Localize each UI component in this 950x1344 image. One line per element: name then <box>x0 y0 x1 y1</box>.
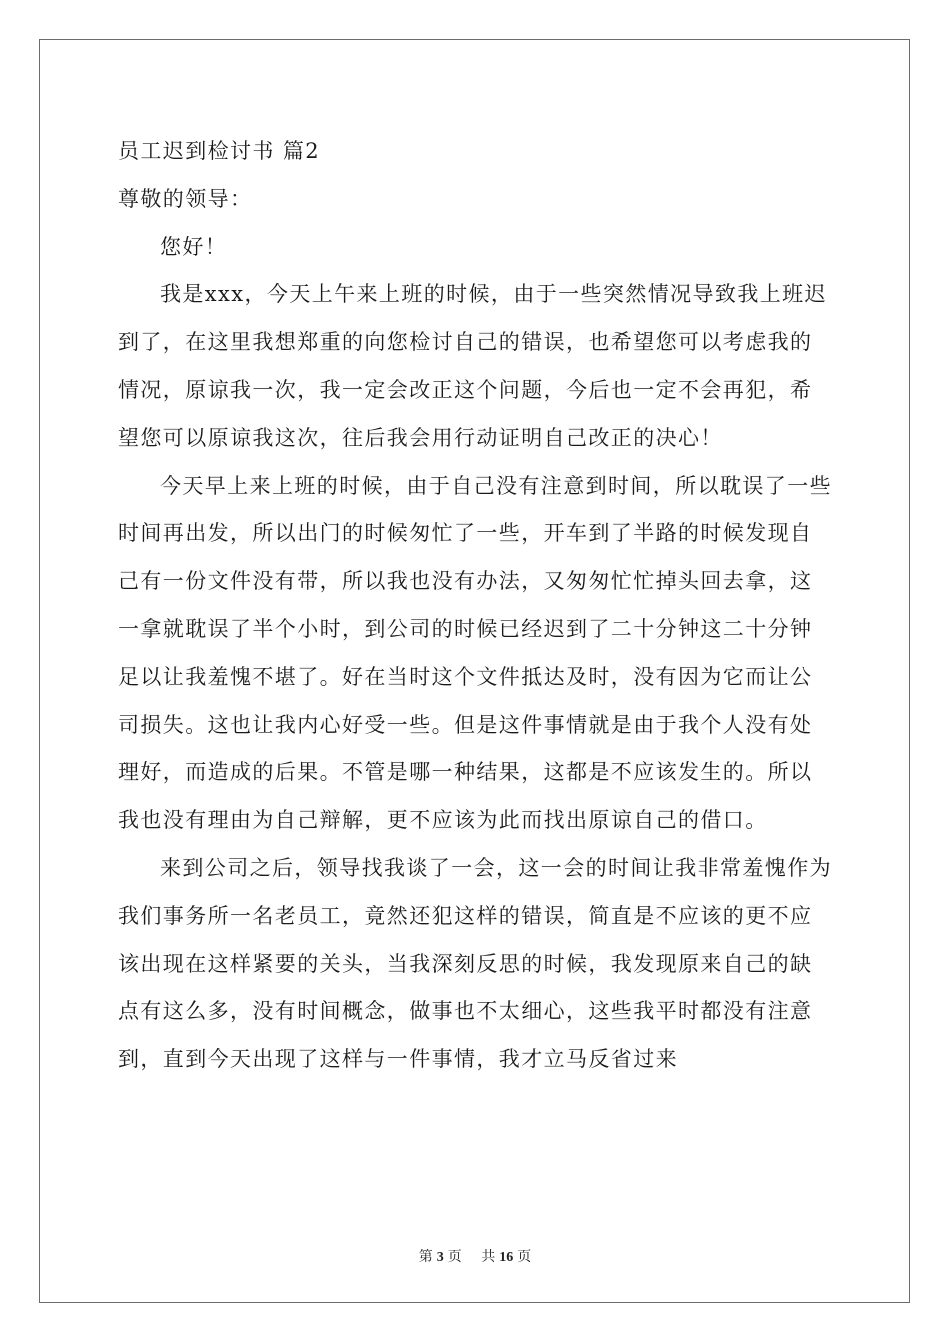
document-body <box>118 128 834 1084</box>
paragraph-greeting: 您好！ <box>160 234 228 259</box>
paragraph-3: 来到公司之后，领导找我谈了一会，这一会的时间让我非常羞愧作为我们事务所一名老员工，竟然还犯这样的错误，简直是不应该的更不应该出现在这样紧要的关头，当我深刻反思的时候，我发现原来自己的缺点有这么多，没有时间概念，做事也不太细心，这些我平时都没有注意到，直到今天出现了这样与一件事情，我才立马反省过来 <box>118 855 832 1072</box>
paragraph-1: 我是xxx，今天上午来上班的时候，由于一些突然情况导致我上班迟到了，在这里我想郑重的向您检讨自己的错误，也希望您可以考虑我的情况，原谅我一次，我一定会改正这个问题，今后也一定不会再犯，希望您可以原谅我这次，往后我会用行动证明自己改正的决心！ <box>118 282 827 450</box>
page-footer <box>0 1246 950 1266</box>
page-indicator: 第 3 页 <box>418 1250 462 1265</box>
page-number: 3 <box>436 1250 444 1265</box>
total-page-number: 16 <box>499 1250 514 1265</box>
salutation: 尊敬的领导： <box>118 186 253 211</box>
total-pages: 共 16 页 <box>481 1250 532 1265</box>
document-title: 员工迟到检讨书 篇2 <box>118 139 321 163</box>
paragraph-2: 今天早上来上班的时候，由于自己没有注意到时间，所以耽误了一些时间再出发，所以出门的时候匆忙了一些，开车到了半路的时候发现自己有一份文件没有带，所以我也没有办法，又匆匆忙忙掉头回去拿，这一拿就耽误了半个小时，到公司的时候已经迟到了二十分钟这二十分钟足以让我羞愧不堪了。好在当时这个文件抵达及时，没有因为它而让公司损失。这也让我内心好受一些。但是这件事情就是由于我个人没有处理好，而造成的后果。不管是哪一种结果，这都是不应该发生的。所以我也没有理由为自己辩解，更不应该为此而找出原谅自己的借口。 <box>118 473 832 833</box>
